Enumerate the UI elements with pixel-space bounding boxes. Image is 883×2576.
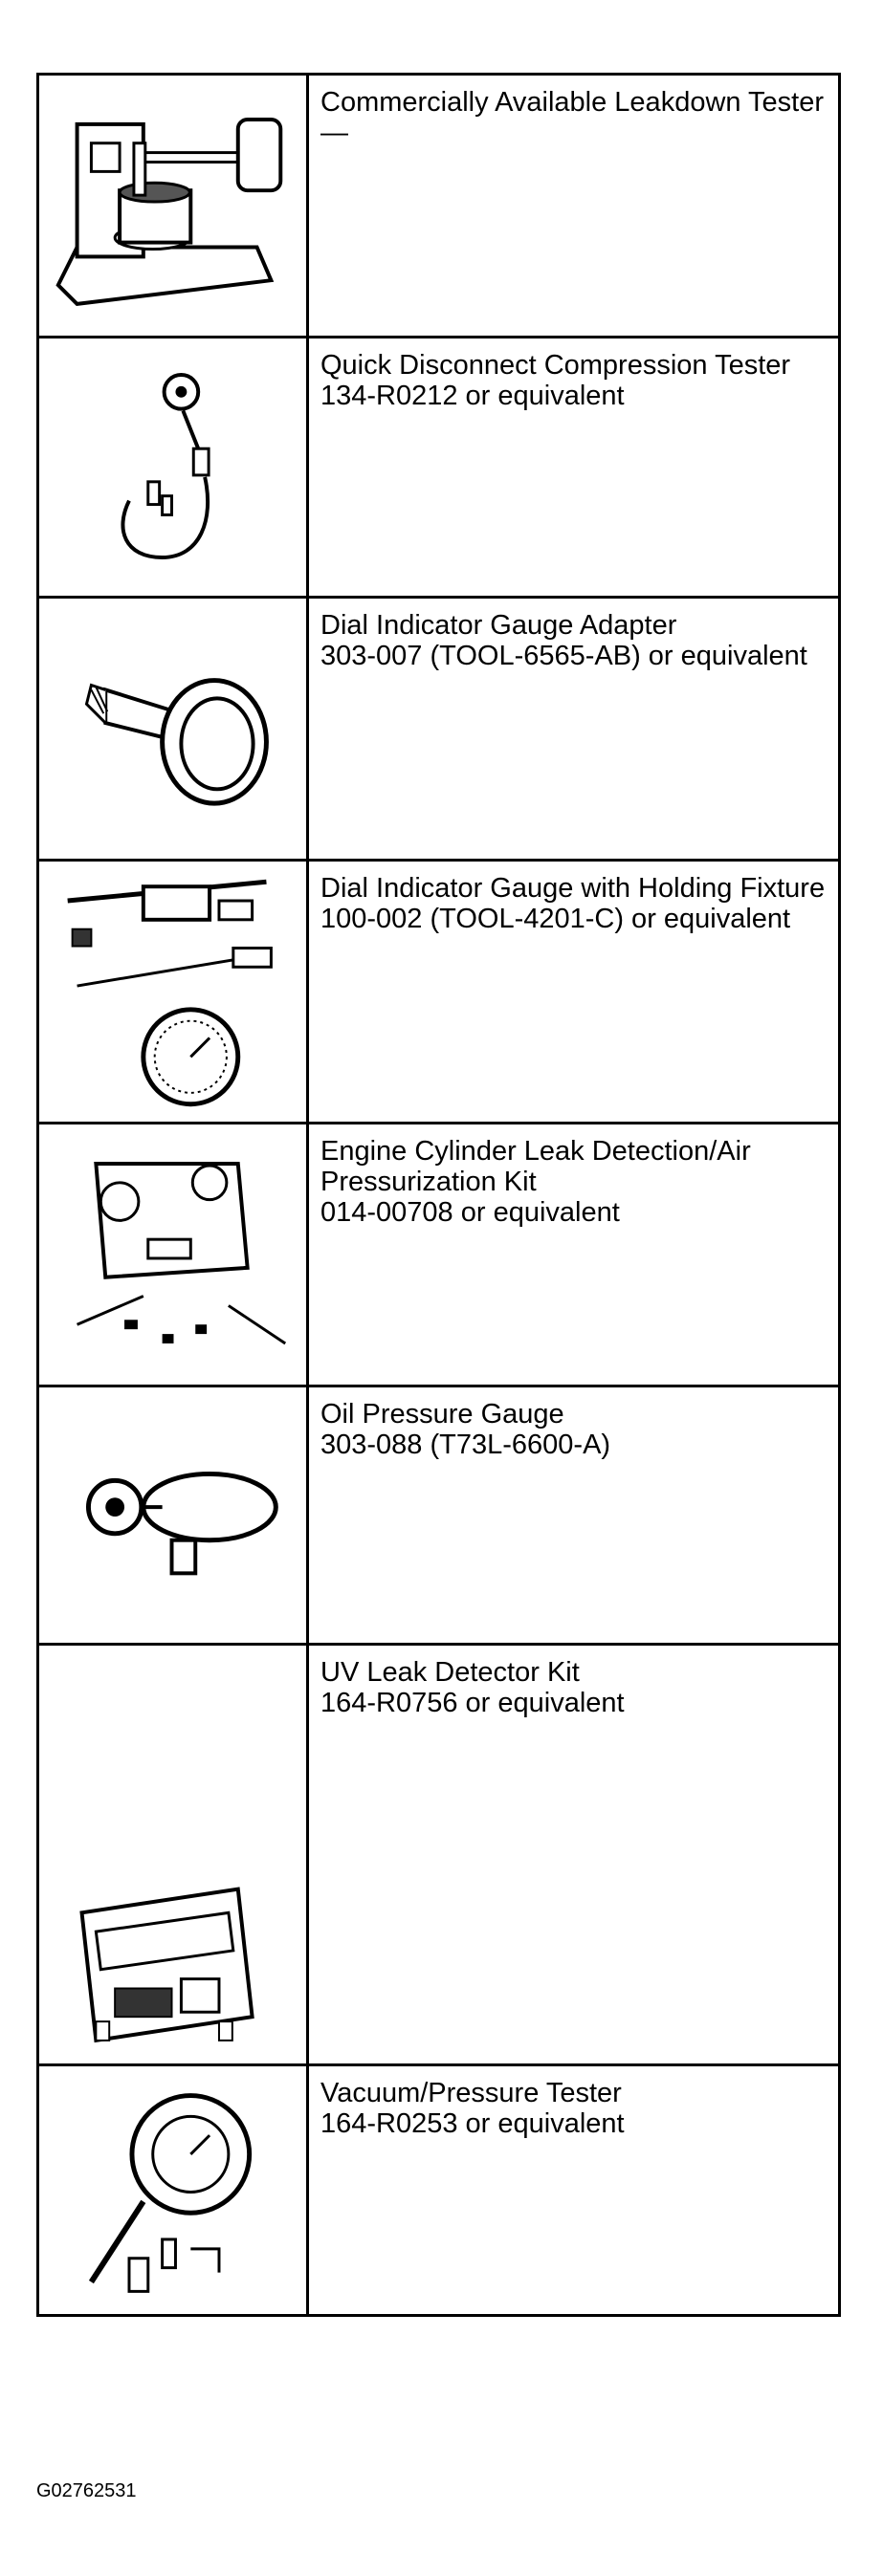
tool-row xyxy=(39,1387,838,1646)
leak-detection-kit-icon xyxy=(39,1124,309,1385)
tool-part-number: 303-007 (TOOL-6565-AB) or equivalent xyxy=(320,641,807,671)
tool-row xyxy=(39,338,838,599)
tool-row xyxy=(39,76,838,338)
figure-id: G02762531 xyxy=(36,2480,137,2501)
tool-name: Quick Disconnect Compression Tester xyxy=(320,350,791,381)
tool-name: Dial Indicator Gauge Adapter xyxy=(320,610,677,641)
vacuum-pressure-tester-icon xyxy=(39,2066,309,2314)
gauge-adapter-icon xyxy=(39,599,309,859)
special-tools-table xyxy=(36,73,841,2317)
uv-leak-detector-kit-icon xyxy=(39,1646,309,2063)
tool-row xyxy=(39,599,838,862)
tool-part-number: 164-R0756 or equivalent xyxy=(320,1688,625,1718)
tool-name: Vacuum/Pressure Tester xyxy=(320,2078,622,2108)
oil-pressure-gauge-icon xyxy=(39,1387,309,1643)
dial-indicator-icon xyxy=(39,862,309,1122)
tool-part-number: 014-00708 or equivalent xyxy=(320,1197,620,1228)
tool-name: UV Leak Detector Kit xyxy=(320,1657,580,1688)
tool-part-number: 134-R0212 or equivalent xyxy=(320,381,625,411)
tool-part-number: — xyxy=(320,118,348,148)
tool-name: Commercially Available Leakdown Tester xyxy=(320,87,825,118)
tool-name: Engine Cylinder Leak Detection/Air Pressurization Kit xyxy=(320,1136,751,1197)
leakdown-tester-icon xyxy=(39,76,309,336)
tool-row xyxy=(39,1124,838,1387)
tool-part-number: 100-002 (TOOL-4201-C) or equivalent xyxy=(320,904,791,934)
tool-row xyxy=(39,2066,838,2314)
tool-name: Dial Indicator Gauge with Holding Fixture xyxy=(320,873,826,904)
tool-part-number: 164-R0253 or equivalent xyxy=(320,2108,625,2139)
compression-tester-icon xyxy=(39,338,309,596)
tool-part-number: 303-088 (T73L-6600-A) xyxy=(320,1430,611,1460)
tool-name: Oil Pressure Gauge xyxy=(320,1399,564,1430)
tool-row xyxy=(39,1646,838,2066)
tool-row xyxy=(39,862,838,1124)
